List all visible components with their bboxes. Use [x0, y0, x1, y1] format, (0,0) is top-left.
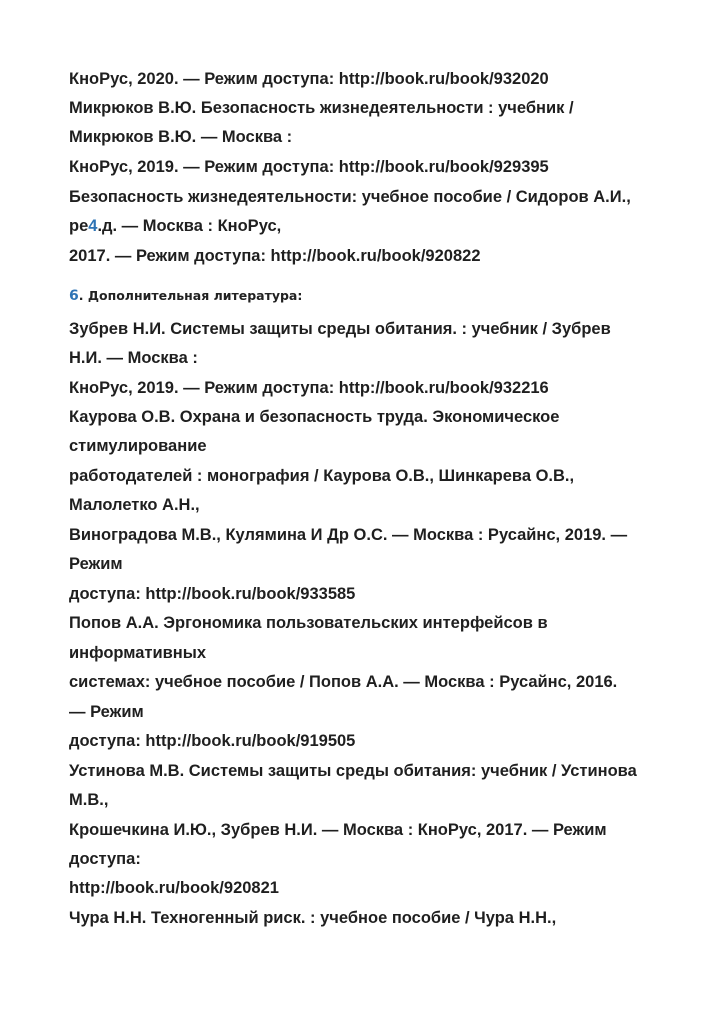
reference-line: КноРус, 2020. — Режим доступа: http://book.ru/book/932020: [69, 70, 549, 88]
reference-line: Режим: [69, 555, 123, 573]
reference-line: http://book.ru/book/920821: [69, 879, 279, 897]
reference-line: Устинова М.В. Системы защиты среды обитания: учебник / Устинова: [69, 762, 637, 780]
reference-line: Зубрев Н.И. Системы защиты среды обитания. : учебник / Зубрев: [69, 320, 611, 338]
reference-line: 2017. — Режим доступа: http://book.ru/book/920822: [69, 247, 481, 265]
page-marker: 4: [88, 217, 98, 235]
reference-line: Безопасность жизнедеятельности: учебное пособие / Сидоров А.И.,: [69, 188, 631, 206]
reference-line: Н.И. — Москва :: [69, 349, 198, 367]
reference-line: доступа: http://book.ru/book/933585: [69, 585, 356, 603]
section-title: . Дополнительная литература:: [78, 288, 303, 303]
reference-line: стимулирование: [69, 437, 207, 455]
reference-line: КноРус, 2019. — Режим доступа: http://book.ru/book/929395: [69, 158, 549, 176]
reference-line-with-marker: [69, 216, 281, 236]
reference-line-suffix: .д. — Москва : КноРус,: [97, 217, 282, 235]
reference-line: — Режим: [69, 703, 144, 721]
section-number: 6: [69, 288, 79, 304]
reference-line: КноРус, 2019. — Режим доступа: http://book.ru/book/932216: [69, 379, 549, 397]
reference-line: работодателей : монография / Каурова О.В., Шинкарева О.В.,: [69, 467, 575, 485]
reference-line: системах: учебное пособие / Попов А.А. — Москва : Русайнс, 2016.: [69, 673, 618, 691]
section-heading: [69, 287, 302, 305]
reference-line-prefix: ре: [69, 217, 89, 235]
reference-line: Каурова О.В. Охрана и безопасность труда. Экономическое: [69, 408, 560, 426]
reference-line: доступа:: [69, 850, 141, 868]
reference-line: доступа: http://book.ru/book/919505: [69, 732, 356, 750]
reference-line: информативных: [69, 644, 207, 662]
reference-line: Чура Н.Н. Техногенный риск. : учебное пособие / Чура Н.Н.,: [69, 909, 557, 927]
reference-line: М.В.,: [69, 791, 109, 809]
reference-line: Микрюков В.Ю. Безопасность жизнедеятельности : учебник /: [69, 99, 574, 117]
reference-line: Крошечкина И.Ю., Зубрев Н.И. — Москва : КноРус, 2017. — Режим: [69, 821, 607, 839]
reference-line: Попов А.А. Эргономика пользовательских интерфейсов в: [69, 614, 548, 632]
reference-line: Микрюков В.Ю. — Москва :: [69, 128, 293, 146]
reference-line: Виноградова М.В., Кулямина И Др О.С. — Москва : Русайнс, 2019. —: [69, 526, 628, 544]
reference-line: Малолетко А.Н.,: [69, 496, 200, 514]
